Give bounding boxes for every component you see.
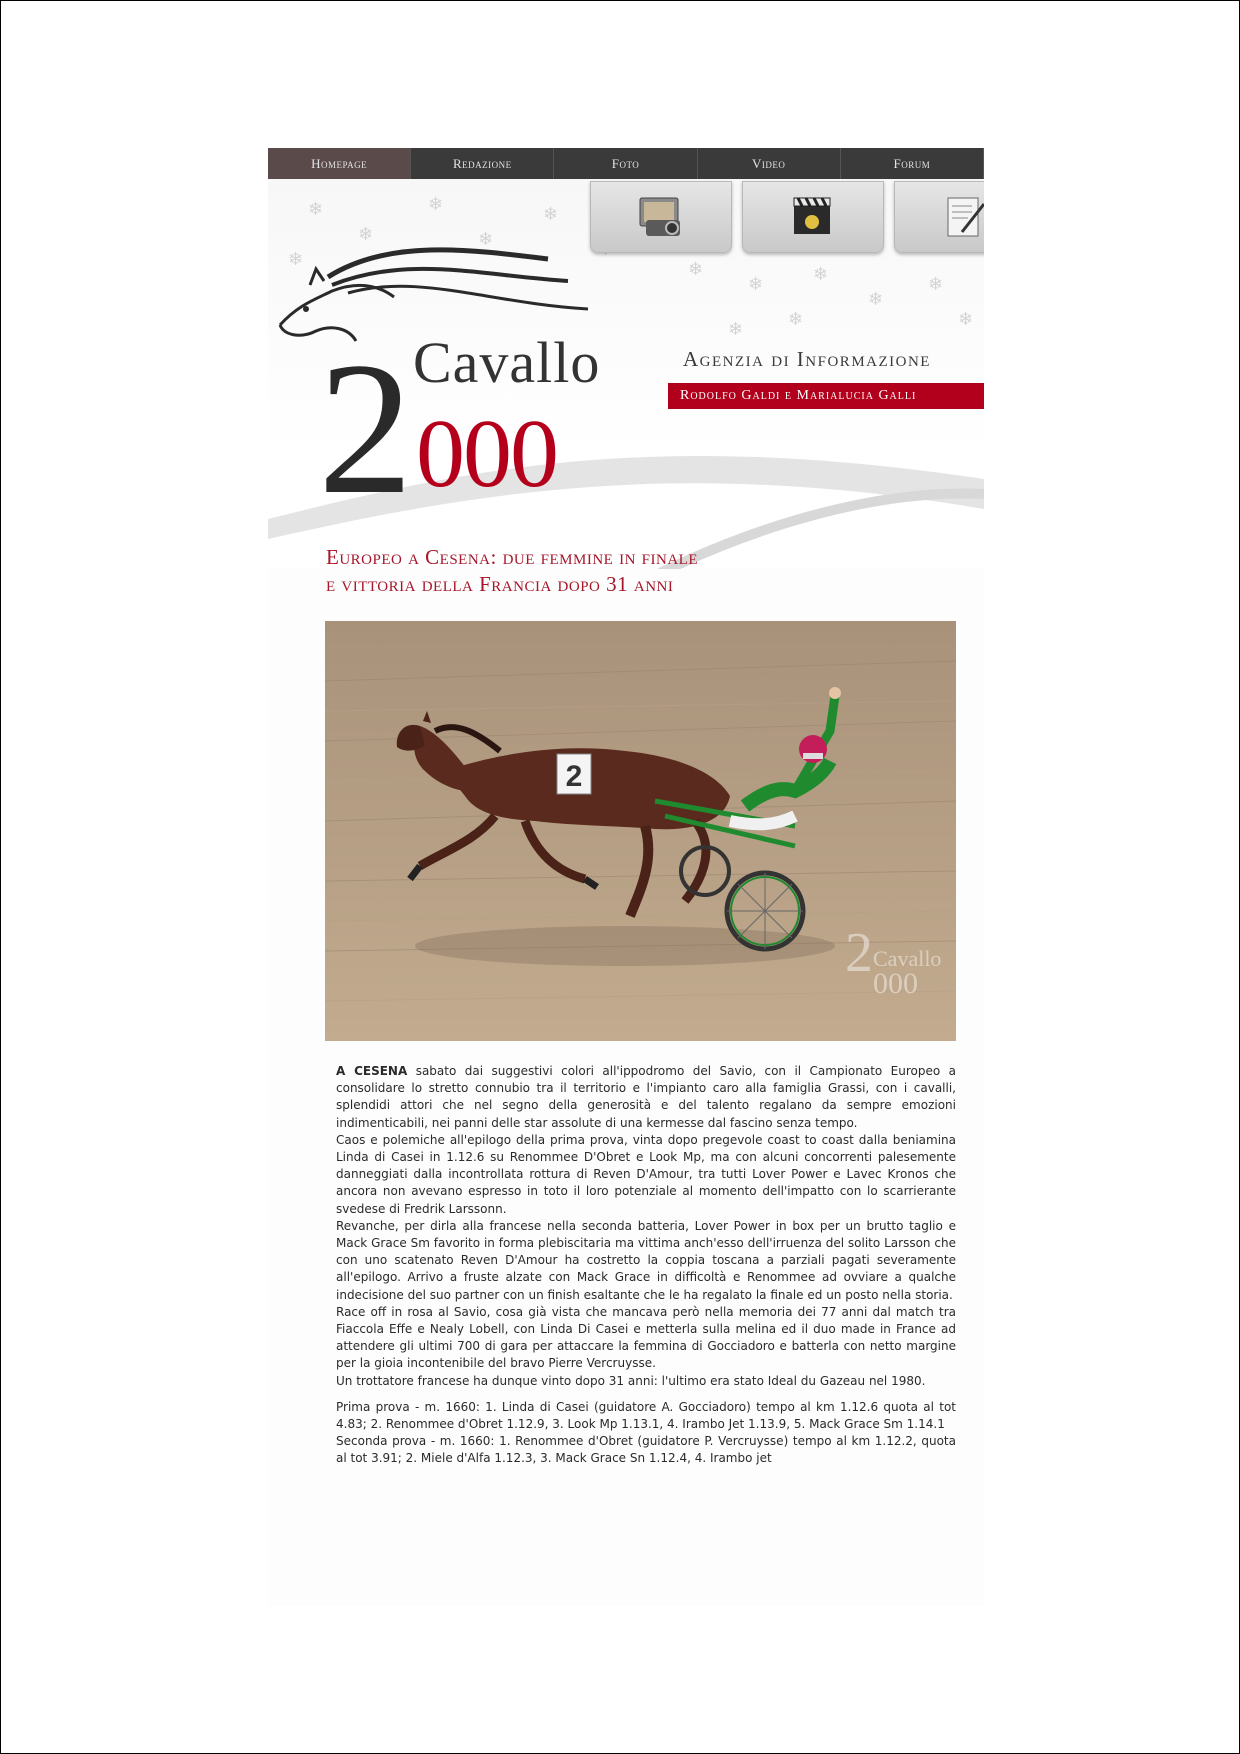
- snowflake-icon: ❄: [958, 309, 974, 330]
- snowflake-icon: ❄: [358, 224, 374, 245]
- agency-subtitle: Rodolfo Galdi e Marialucia Galli: [668, 383, 984, 409]
- watermark-word: Cavallo: [873, 946, 942, 971]
- agency-title: Agenzia di Informazione: [683, 347, 931, 371]
- article-headline: [326, 544, 966, 598]
- watermark-zeros: 000: [873, 967, 918, 1000]
- article-paragraph: Revanche, per dirla alla francese nella seconda batteria, Lover Power in box per un brutto taglio e Mack Grace Sm favorito in forma plebiscitaria ma vittima anch'esso dell'irruenza del solito Larsson che con uno scatenato Reven D'Amour ha costretto la coppia toscana a parziali pagati severamente all'epilogo. Arrivo a fruste alzate con Mack Grace in difficoltà e Renommee ad ovviare a qualche indecisione del suo partner con un finish esaltante che le ha regalato la finale ed un posto nella storia.: [336, 1218, 956, 1302]
- bib-number: 2: [565, 760, 583, 793]
- results-second-heat: Seconda prova - m. 1660: 1. Renommee d'Obret (guidatore P. Vercruysse) tempo al km 1.12.2, quota al tot 3.91; 2. Miele d'Alfa 1.12.3, 3. Mack Grace Sn 1.12.4, 4. Irambo jet: [336, 1434, 956, 1466]
- race-photo: [325, 621, 956, 1041]
- snowflake-icon: ❄: [543, 204, 559, 225]
- nav-redazione[interactable]: Redazione: [411, 148, 554, 179]
- snowflake-icon: ❄: [813, 264, 829, 285]
- logo-number: 2: [318, 324, 413, 534]
- site-header: [268, 179, 984, 569]
- scanned-web-page: [268, 148, 984, 1606]
- logo-zeros: 000: [416, 400, 557, 508]
- snowflake-icon: ❄: [928, 274, 944, 295]
- paragraph-1-text: sabato dai suggestivi colori all'ippodromo del Savio, con il Campionato Europeo a consolidare lo stretto connubio tra il territorio e l'impianto caro alla famiglia Grassi, con i cavalli, splendidi attori che nel segno della generosità e del talento regalano da sempre emozioni indimenticabili, nei panni delle star assolute di una kermesse dal fascino senza tempo.: [336, 1064, 957, 1130]
- nav-homepage[interactable]: Homepage: [268, 148, 411, 182]
- snowflake-icon: ❄: [288, 249, 304, 270]
- article-paragraph: [336, 1063, 956, 1132]
- snowflake-icon: ❄: [428, 194, 444, 215]
- logo-word: Cavallo: [413, 330, 601, 395]
- snowflake-icon: ❄: [688, 259, 704, 280]
- watermark-number: 2: [845, 922, 873, 984]
- harness-race-image: [325, 621, 956, 1041]
- snowflake-icon: ❄: [478, 229, 494, 250]
- snowflake-icon: ❄: [868, 289, 884, 310]
- headline-line-2: e vittoria della Francia dopo 31 anni: [326, 572, 674, 596]
- article-body: [336, 1063, 956, 1468]
- results-first-heat: Prima prova - m. 1660: 1. Linda di Casei (guidatore A. Gocciadoro) tempo al km 1.12.6 quota al tot 4.83; 2. Renommee d'Obret 1.12.9, 3. Look Mp 1.13.1, 4. Irambo Jet 1.13.9, 5. Mack Grace Sm 1.14.1: [336, 1399, 956, 1432]
- nav-foto[interactable]: Foto: [554, 148, 697, 179]
- article-paragraph: Un trottatore francese ha dunque vinto dopo 31 anni: l'ultimo era stato Ideal du Gazeau nel 1980.: [336, 1373, 926, 1388]
- headline-line-1: Europeo a Cesena: due femmine in finale: [326, 545, 698, 569]
- nav-forum[interactable]: Forum: [841, 148, 984, 179]
- main-nav: [268, 148, 984, 179]
- article-lead: A CESENA: [336, 1064, 408, 1078]
- article-paragraph: Race off in rosa al Savio, cosa già vista che mancava però nella memoria dei 77 anni dal match tra Fiaccola Effe e Nealy Lobell, con Linda Di Casei e metterla sulla melina ed il duo made in France ad attendere gli ultimi 700 di gara per attaccare la femmina di Gocciadoro e batterla con netto margine per la gioia incontenibile del bravo Pierre Vercruysse.: [336, 1304, 956, 1371]
- snowflake-icon: ❄: [308, 199, 324, 220]
- snowflake-icon: ❄: [728, 319, 744, 340]
- article-paragraph: Caos e polemiche all'epilogo della prima prova, vinta dopo pregevole coast to coast dalla beniamina Linda di Casei in 1.12.6 su Renommee D'Obret e Look Mp, ma con alcuni concorrenti palesemente danneggiati dalla incontrollata rottura di Reven D'Amour, tra tutti Lover Power e Lavec Kronos che ancora non avevano espresso in toto il loro potenziale al momento dell'impatto con lo scarrierante svedese di Fredrik Larssonn.: [336, 1132, 956, 1216]
- snowflake-icon: ❄: [788, 309, 804, 330]
- nav-video[interactable]: Video: [698, 148, 841, 179]
- snowflake-icon: ❄: [748, 274, 764, 295]
